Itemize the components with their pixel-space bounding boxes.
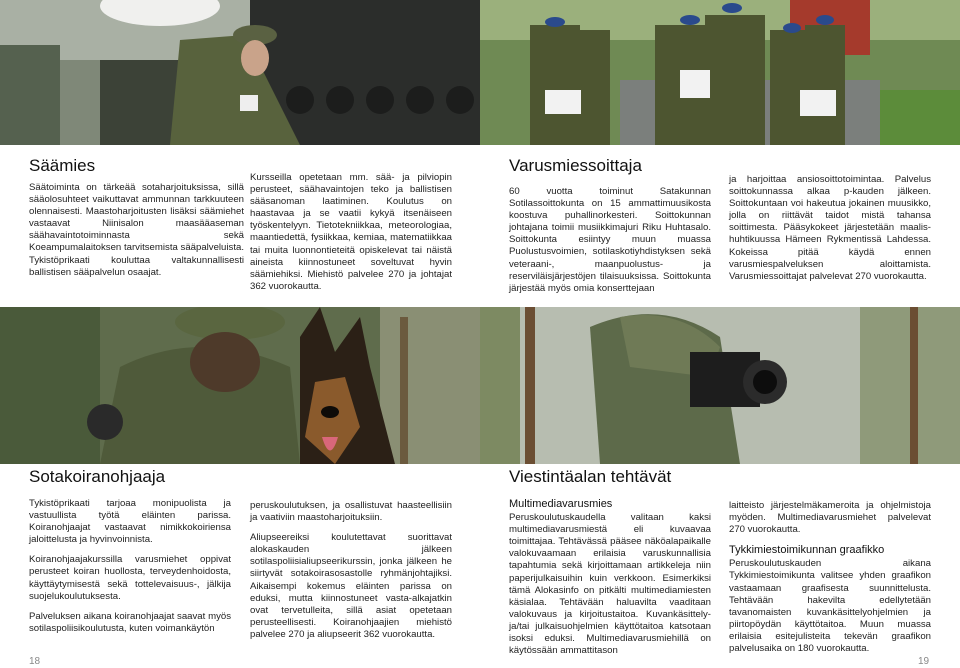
varusmiessoittaja-heading: Varusmiessoittaja (509, 156, 642, 175)
viestinta-paragraph-1: Peruskoulutuskaudella valitaan kaksi multimediavarusmiestä eli kuvaavaa toimittajaa. Tehtävässä pääsee näköalapaikalle valokuvaamaan erilaisia varuskunnallisia tapahtumia sekä kirjoittamaan artikkeleja niin paperijulkaisuihin kuin verkkoon. Esimerkiksi tämä Alokasinfo on pitkälti multimediamiesten käsialaa. Tehtävään haluavilta vaaditaan valokuvaus ja kirjoitustaitoa. Kuvankäsittely- ja/tai julkaisuohjelmien käyttötaitoa katsotaan isoksi eduksi. Multimediavarusmiehillä on käytössään ammattitason (509, 512, 711, 657)
sotakoira-paragraph-2: Koiranohjaajakurssilla varusmiehet oppivat perusteet koiran huollosta, terveydenhoidosta, käyttäytymisestä sekä tottelevaisuus-, jälkija suojelukoulutuksesta. (29, 554, 231, 602)
sotakoira-text-col2 (250, 500, 452, 649)
graafikko-subheading: Tykkimiestoimikunnan graafikko (729, 544, 885, 557)
photo-military-band (480, 0, 960, 145)
viestinta-heading: Viestintäalan tehtävät (509, 467, 672, 486)
varusmiessoittaja-text-col2 (729, 174, 931, 291)
viestinta-paragraph-3: Peruskoulutuskauden aikana Tykkimiestoimikunta valitsee yhden graafikon vastaamaan graafisesta suunnittelusta. Tehtävään hakevilta edellytetään tavanomaisten kuvankäsittelyohjelmien ja piirtopöydän käyttötaitoa. Muun muassa erilaisia esitejulisteita tekevän graafikon palvelusaika on 180 vuorokautta. (729, 558, 931, 655)
photo-dog-handler (0, 307, 480, 464)
viestinta-paragraph-2: laitteisto järjestelmäkameroita ja ohjelmistoja myöden. Multimediavarusmiehet palvelevat 270 vuorokautta. (729, 500, 931, 536)
viestinta-text-col1 (509, 498, 711, 665)
saamies-text-col1 (29, 182, 244, 287)
photo-weather-soldier-balloon (0, 0, 480, 145)
sotakoira-heading: Sotakoiranohjaaja (29, 467, 166, 486)
viestinta-text-col2 (729, 500, 931, 663)
page-number-left: 18 (29, 656, 41, 667)
sotakoira-paragraph-3: Palveluksen aikana koiranohjaajat saavat myös sotilaspoliisikoulutusta, kuten voimankäytön (29, 610, 231, 634)
sotakoira-text-col1 (29, 498, 231, 643)
saamies-paragraph-2: Kursseilla opetetaan mm. sää- ja pilviopin perusteet, säähavaintojen teko ja ballistisen sääsanoman laatiminen. Koulutus on haastavaa ja se vaatii kykyä itsenäiseen työskentelyyn. Tietotekniikkaa, meteorologiaa, maantiedettä, fysiikkaa, kemiaa, matematiikkaa tai muita luonnontieteitä opiskelevat tai näistä aineista kiinnostuneet soveltuvat hyvin säämiehiksi. Miehistö palvelee 270 ja johtajat 362 vuorokautta. (250, 172, 452, 292)
photo-photographer (480, 307, 960, 464)
varusmiessoittaja-text-col1 (509, 186, 711, 303)
saamies-text-col2 (250, 172, 452, 301)
sotakoira-paragraph-4: peruskoulutuksen, ja osallistuvat haasteellisiin ja vaativiin maastoharjoituksiin. (250, 500, 452, 524)
sotakoira-paragraph-1: Tykistöprikaati tarjoaa monipuolista ja vastuullista työtä eläinten parissa. Koiranohjaajat vastaavat nimikkokoiriensa jaloittelusta ja hyvinvoinnista. (29, 498, 231, 546)
page-number-right: 19 (918, 656, 930, 667)
varusmiessoittaja-paragraph-1: 60 vuotta toiminut Satakunnan Sotilassoittokunta on 15 ammattimuusikosta koostuva puhallinorkesteri. Soittokunnan johtajana toimii musiikkimajuri Riku Huhtasalo. Soittokunta esiintyy muun muassa Puolustusvoimien, sotilaskotiyhdistyksen sekä veteraani-, maanpuolustus- ja reserviläisjärjestöjen tilaisuuksissa. Soittokunta järjestää myös omia konserttejaan (509, 186, 711, 294)
saamies-paragraph-1: Säätoiminta on tärkeää sotaharjoituksissa, sillä sääolosuhteet vaikuttavat ammunnan tarkkuuteen olennaisesti. Maastoharjoitusten lisäksi säämiehet vastaavat Niinisalon maasääaseman säähavaintotoiminnasta sekä Koeampumalaitoksen tarvitsemista sääpalveluista. Tykistöprikaati kouluttaa valtakunnallisesti ballistisen sääpalvelun osaajat. (29, 182, 244, 278)
saamies-heading: Säämies (29, 156, 96, 175)
multimediavarusmies-subheading: Multimediavarusmies (509, 498, 613, 510)
sotakoira-paragraph-5: Aliupseereiksi koulutettavat suorittavat alokaskauden jälkeen sotilaspoliisialiupseerikurssin, jonka jälkeen he siirtyvät sotakoirasosastolle ryhmänjohtajiksi. Aikaisempi kokemus eläinten parissa on eduksi, mutta kiinnostuneet vasta-alkajatkin ovat tervetulleita, sillä asiat opetetaan perusteellisesti. Koiranohjaajien miehistö palvelee 270 ja aliupseerit 362 vuorokautta. (250, 532, 452, 640)
varusmiessoittaja-paragraph-2: ja harjoittaa ansiosoittotoimintaa. Palvelus soittokunnassa alkaa p-kauden jälkeen. Soittokuntaan voi hakeutua jokainen muusikko, jolla on riittävät taidot mistä tahansa soittimesta. Pääsykokeet järjestetään maalis-huhtikuussa Hämeen Rykmentissä Lahdessa. Kokeissa pitää käydä ennen varusmiespalveluksen aloittamista. Varusmiessoittajat palvelevat 270 vuorokautta. (729, 174, 931, 282)
